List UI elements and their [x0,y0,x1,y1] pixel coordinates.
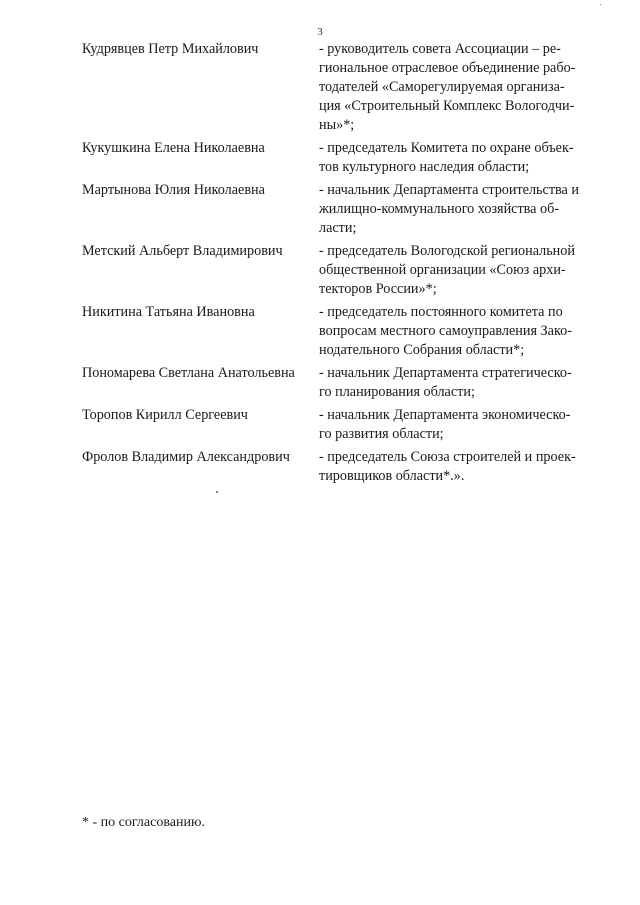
member-name: Пономарева Светлана Анатольевна [82,365,295,381]
position-line: гиональное отраслевое объединение рабо- [319,60,576,76]
member-position [319,242,602,299]
position-line: тодателей «Саморегулируемая организа- [319,79,565,95]
roster-row [82,242,602,299]
position-line: - руководитель совета Ассоциации – ре- [319,41,561,57]
position-line: общественной организации «Союз архи- [319,262,566,278]
position-line: - председатель Союза строителей и проек- [319,449,576,465]
position-line: - начальник Департамента стратегическо- [319,365,572,381]
position-line: ласти; [319,220,357,236]
position-line: вопросам местного самоуправления Зако- [319,323,572,339]
position-line: текторов России»*; [319,281,437,297]
roster-row [82,40,602,135]
position-line: - председатель Вологодской региональной [319,243,575,259]
position-line: го планирования области; [319,384,475,400]
member-name: Метский Альберт Владимирович [82,243,283,259]
member-name: Фролов Владимир Александрович [82,449,290,465]
page-number: 3 [317,26,323,38]
member-name: Никитина Татьяна Ивановна [82,304,255,320]
member-position [319,303,602,360]
member-position [319,448,602,486]
scan-speck [216,491,218,493]
member-position [319,40,602,135]
roster-row [82,406,602,444]
position-line: го развития области; [319,426,444,442]
member-position [319,364,602,402]
roster-row [82,181,602,238]
member-roster [82,40,602,490]
member-position [319,406,602,444]
position-line: - председатель постоянного комитета по [319,304,563,320]
member-name: Кукушкина Елена Николаевна [82,140,265,156]
roster-row [82,303,602,360]
position-line: ны»*; [319,117,355,133]
position-line: нодательного Собрания области*; [319,342,525,358]
member-name: Торопов Кирилл Сергеевич [82,407,248,423]
scan-speck [600,4,601,5]
member-position [319,139,602,177]
member-position [319,181,602,238]
footnote: * - по согласованию. [82,815,205,830]
position-line: - председатель Комитета по охране объек- [319,140,574,156]
member-name: Мартынова Юлия Николаевна [82,182,265,198]
member-name: Кудрявцев Петр Михайлович [82,41,259,57]
roster-row [82,364,602,402]
roster-row [82,139,602,177]
position-line: - начальник Департамента экономическо- [319,407,571,423]
roster-row [82,448,602,486]
position-line: тировщиков области*.». [319,468,465,484]
position-line: жилищно-коммунального хозяйства об- [319,201,560,217]
position-line: ция «Строительный Комплекс Вологодчи- [319,98,575,114]
position-line: тов культурного наследия области; [319,159,530,175]
position-line: - начальник Департамента строительства и [319,182,579,198]
